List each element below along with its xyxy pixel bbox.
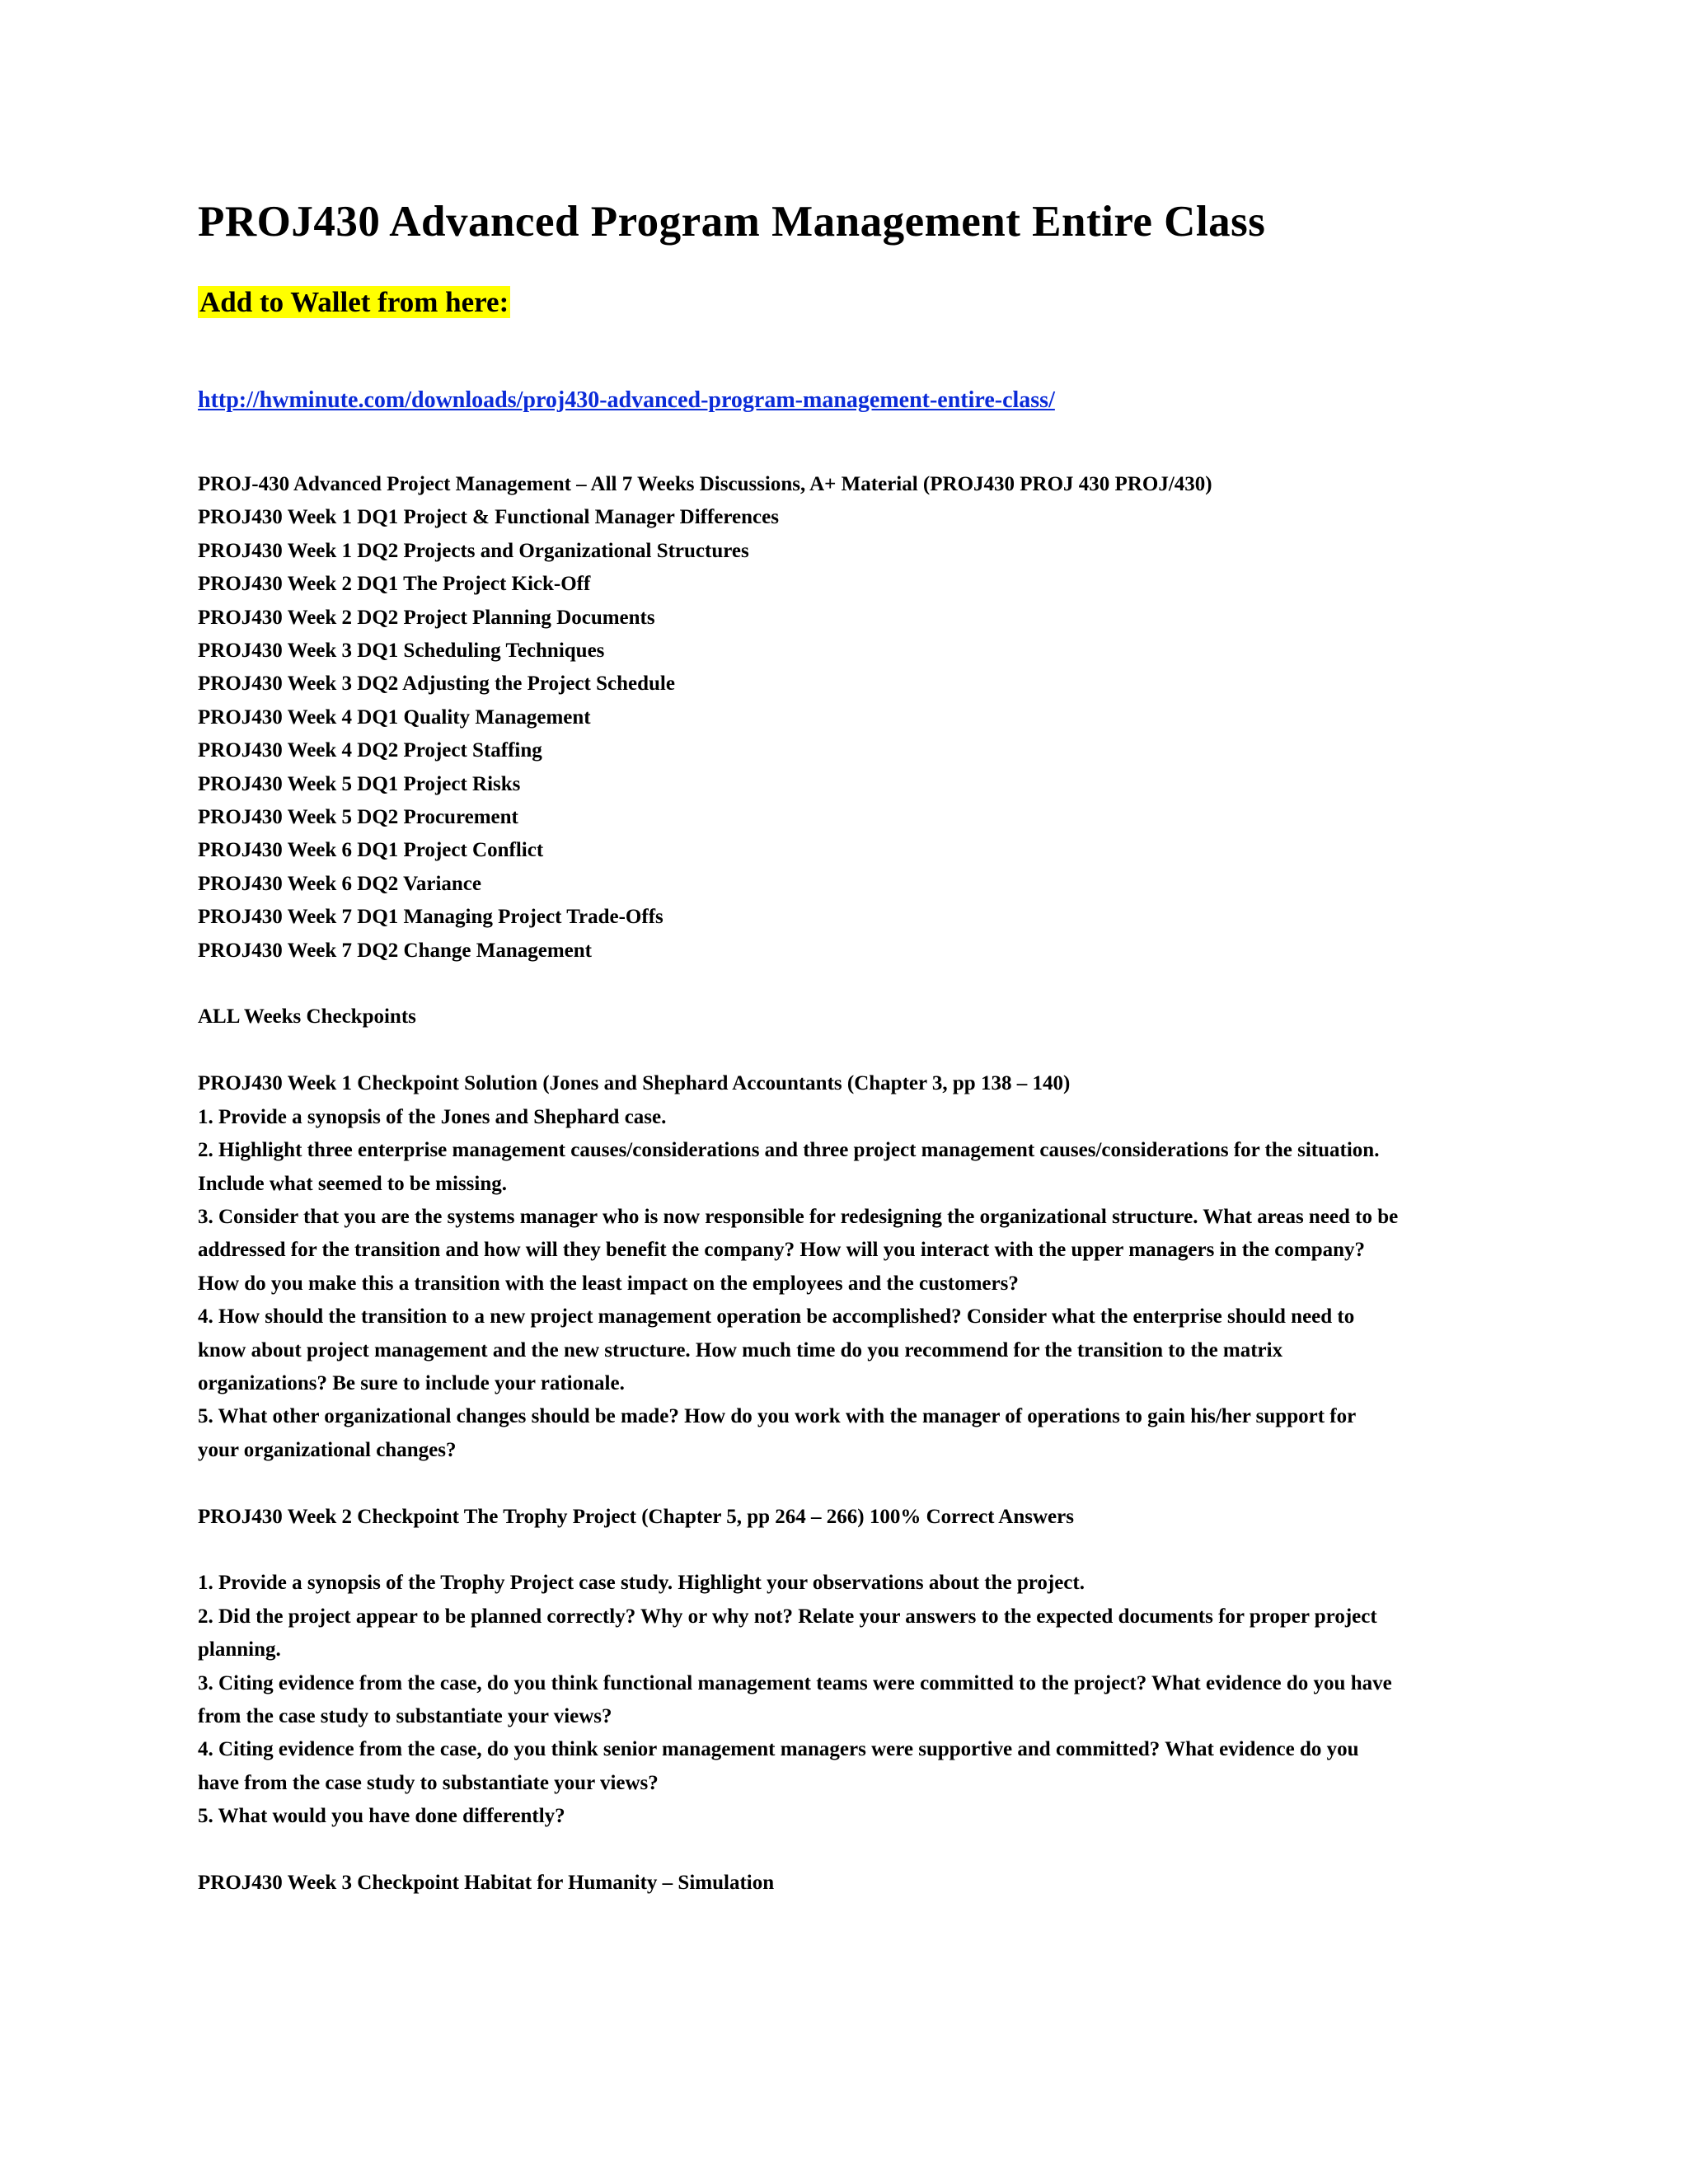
list-item: PROJ430 Week 3 DQ2 Adjusting the Project Schedule (198, 673, 675, 696)
question-line: 5. What other organizational changes should be made? How do you work with the manager of operations to gain his/her support for (198, 1405, 1357, 1428)
list-item: PROJ430 Week 4 DQ2 Project Staffing (198, 739, 542, 762)
list-item: PROJ430 Week 2 DQ1 The Project Kick-Off (198, 573, 591, 596)
list-item: PROJ-430 Advanced Project Management – All 7 Weeks Discussions, A+ Material (PROJ430 PROJ 430 PROJ/430) (198, 473, 1212, 495)
question-line: organizations? Be sure to include your rationale. (198, 1371, 625, 1394)
download-link[interactable]: http://hwminute.com/downloads/proj430-advanced-program-management-entire-class/ (198, 387, 1055, 413)
list-item: PROJ430 Week 5 DQ1 Project Risks (198, 772, 521, 795)
question-line: have from the case study to substantiate your views? (198, 1771, 659, 1794)
list-item: PROJ430 Week 4 DQ1 Quality Management (198, 705, 591, 729)
list-item: PROJ430 Week 6 DQ2 Variance (198, 872, 481, 895)
document-content (198, 190, 1484, 1900)
question-line: from the case study to substantiate your views? (198, 1704, 612, 1727)
list-item: PROJ430 Week 1 DQ1 Project & Functional Manager Differences (198, 506, 779, 529)
question-line: your organizational changes? (198, 1438, 457, 1461)
list-item: PROJ430 Week 3 DQ1 Scheduling Techniques (198, 640, 605, 663)
question-line: 4. Citing evidence from the case, do you think senior management managers were supportive and committed? What evidence do you (198, 1738, 1359, 1761)
question-line: know about project management and the new structure. How much time do you recommend for the transition to the matrix (198, 1338, 1283, 1361)
question-line: 2. Highlight three enterprise management causes/considerations and three project management causes/considerations for the situation. (198, 1139, 1380, 1162)
list-item: PROJ430 Week 7 DQ2 Change Management (198, 939, 592, 962)
question-line: addressed for the transition and how will they benefit the company? How will you interact with the upper managers in the company? (198, 1239, 1366, 1262)
question-line: Include what seemed to be missing. (198, 1172, 508, 1195)
week2-checkpoint (198, 1501, 1484, 1834)
question-line: 1. Provide a synopsis of the Jones and Shephard case. (198, 1105, 667, 1128)
question-line: How do you make this a transition with the least impact on the employees and the customers? (198, 1272, 1019, 1295)
list-item: PROJ430 Week 1 DQ2 Projects and Organizational Structures (198, 539, 749, 562)
page-title: PROJ430 Advanced Program Management Entire Class (198, 198, 1266, 246)
list-item: PROJ430 Week 5 DQ2 Procurement (198, 806, 518, 829)
question-line: 1. Provide a synopsis of the Trophy Project case study. Highlight your observations about the project. (198, 1572, 1085, 1595)
week3-heading: PROJ430 Week 3 Checkpoint Habitat for Humanity – Simulation (198, 1871, 775, 1894)
discussion-list (198, 468, 1484, 968)
wallet-callout (198, 282, 1484, 323)
checkpoints-heading: ALL Weeks Checkpoints (198, 1005, 416, 1029)
week2-heading: PROJ430 Week 2 Checkpoint The Trophy Project (Chapter 5, pp 264 – 266) 100% Correct Answers (198, 1505, 1074, 1528)
question-line: 4. How should the transition to a new project management operation be accomplished? Consider what the enterprise should need to (198, 1305, 1355, 1329)
week1-heading: PROJ430 Week 1 Checkpoint Solution (Jones and Shephard Accountants (Chapter 3, pp 138 – 140) (198, 1072, 1071, 1095)
list-item: PROJ430 Week 7 DQ1 Managing Project Trade-Offs (198, 906, 663, 929)
question-line: 5. What would you have done differently? (198, 1805, 565, 1828)
question-line: planning. (198, 1638, 281, 1661)
week1-checkpoint (198, 1067, 1484, 1467)
wallet-label: Add to Wallet from here: (199, 286, 509, 318)
list-item: PROJ430 Week 2 DQ2 Project Planning Documents (198, 606, 655, 629)
question-line: 3. Consider that you are the systems manager who is now responsible for redesigning the organizational structure. What areas need to be (198, 1205, 1399, 1228)
question-line: 2. Did the project appear to be planned correctly? Why or why not? Relate your answers to the expected documents for proper project (198, 1605, 1377, 1628)
download-link-row (198, 382, 1484, 419)
question-line: 3. Citing evidence from the case, do you think functional management teams were committed to the project? What evidence do you have (198, 1671, 1392, 1694)
list-item: PROJ430 Week 6 DQ1 Project Conflict (198, 839, 544, 862)
